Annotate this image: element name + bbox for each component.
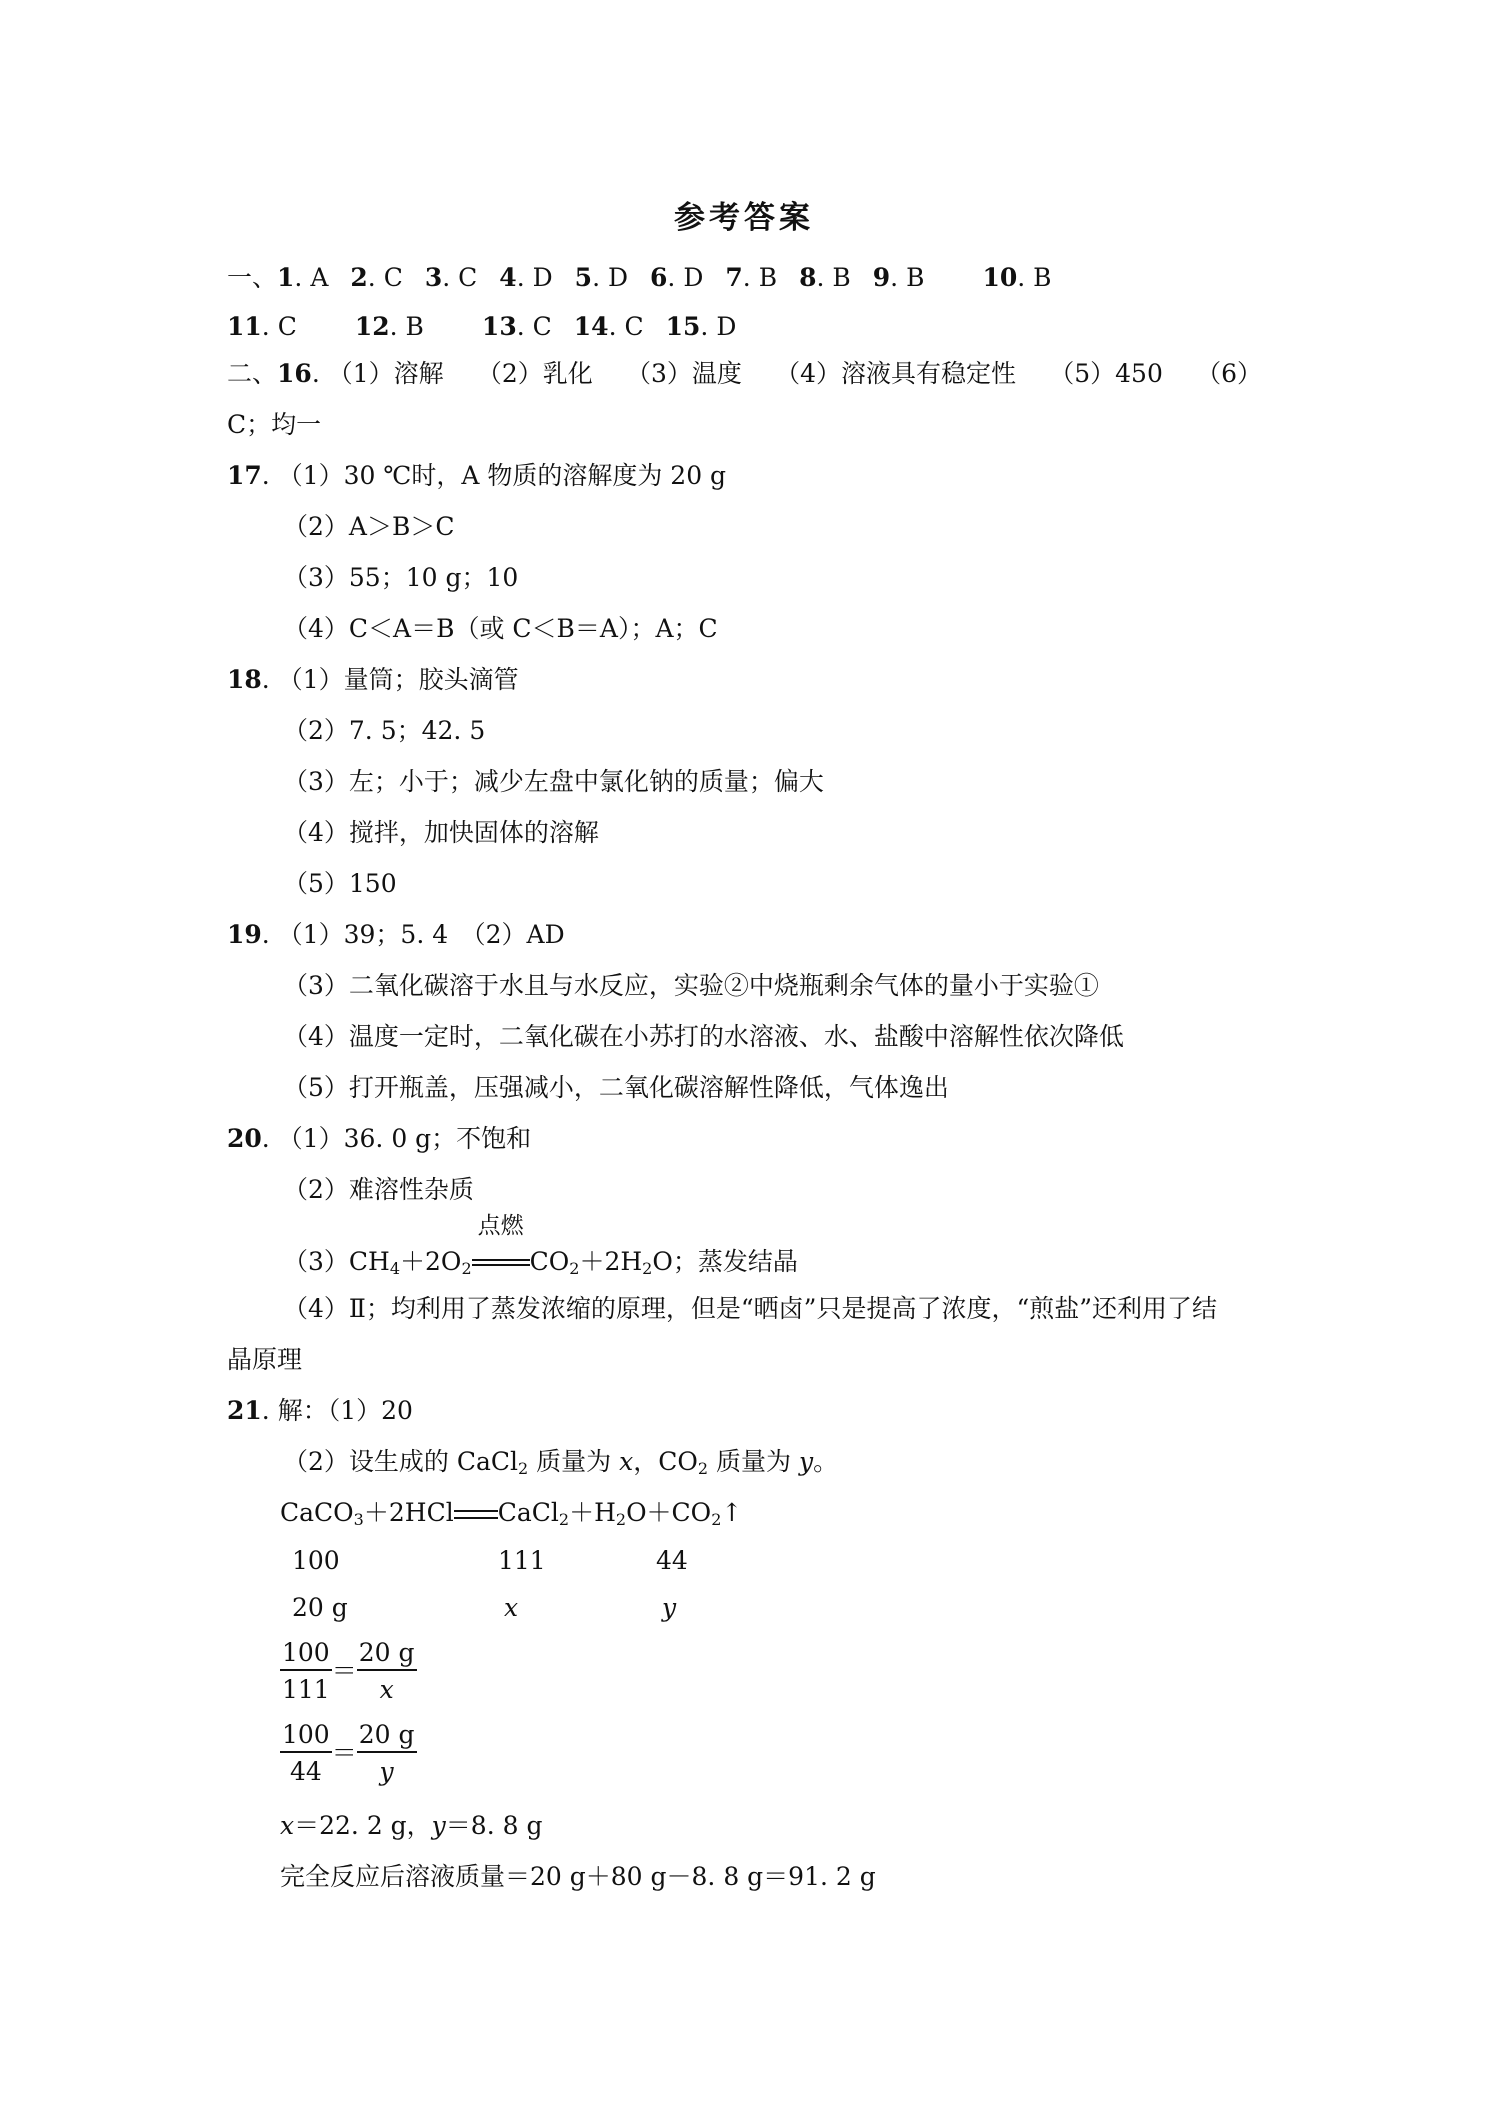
q19-a1: 19. （1）39；5. 4 （2）AD [227,920,565,949]
q21-mass-co2: 44 [656,1546,688,1575]
q20-a1: 20. （1）36. 0 g；不饱和 [227,1124,532,1153]
q21-proportion-2: $\frac{100}{44}$ ＝ $\frac{20 g}{y}$ [282,1720,415,1786]
q19-a3: （3）二氧化碳溶于水且与水反应，实验②中烧瓶剩余气体的量小于实验① [283,971,1099,1000]
q21-var-y: y [662,1593,677,1622]
q20-a4: （4）Ⅱ；均利用了蒸发浓缩的原理，但是“晒卤”只是提高了浓度，“煎盐”还利用了结 [283,1294,1218,1323]
q21-final: 完全反应后溶液质量＝20 g＋80 g－8. 8 g＝91. 2 g [280,1862,876,1891]
q17-a1: 17. （1）30 ℃时，A 物质的溶解度为 20 g [227,461,727,490]
q21-equation: CaCO$_3$＋2HCl $CaCl_2+H_2O+CO_2↑$ [280,1498,743,1529]
q21-mass-cacl2: 111 [498,1546,546,1575]
equals-sign [454,1510,498,1519]
page-title: 参考答案 [674,200,814,236]
q21-setup: （2）设生成的 CaCl$_2$ 质量为 x，$CO_2$ 质量为 y。 [283,1447,839,1478]
q18-a2: （2）7. 5；42. 5 [283,716,486,745]
q18-a4: （4）搅拌，加快固体的溶解 [283,818,599,847]
q21-mass-caco3: 100 [292,1546,340,1575]
q18-a5: （5）150 [283,869,397,898]
section1-line2: 11. C 12. B 13. C 14. C 15. D [227,312,737,341]
q17-a4: （4）C＜A＝B（或 C＜B＝A）；A；C [283,614,718,643]
q19-a5: （5）打开瓶盖，压强减小，二氧化碳溶解性降低，气体逸出 [283,1073,949,1102]
q21-var-x: x [504,1593,519,1622]
section1-line1: 一、1. A 2. C 3. C 4. D 5. D 6. D 7. B 8. B 9. B 10. B [227,263,1052,292]
q20-a3: $(3)CH_4+2O_2$ 点燃 $CO_2+2H_2O$；蒸发结晶 [283,1213,798,1278]
q17-a3: （3）55；10 g；10 [283,563,519,592]
q21-given: 20 g [292,1593,348,1622]
q16-line2: C；均一 [227,410,322,439]
q19-a4: （4）温度一定时，二氧化碳在小苏打的水溶液、水、盐酸中溶解性依次降低 [283,1022,1124,1051]
section1-prefix: 一、 [227,263,278,292]
q21-intro: 21. 解：（1）20 [227,1396,413,1425]
q18-a1: 18. （1）量筒；胶头滴管 [227,665,519,694]
reaction-condition: 点燃 [472,1245,530,1270]
q20-a4-cont: 晶原理 [227,1345,303,1374]
q21-result: x＝22. 2 g，y＝8. 8 g [280,1811,543,1840]
q18-a3: （3）左；小于；减少左盘中氯化钠的质量；偏大 [283,767,824,796]
q21-proportion-1: $\frac{100}{111}$ ＝ $\frac{20 g}{x}$ [282,1638,415,1704]
q16-line1: 二、16. （1）溶解 （2）乳化 （3）温度 （4）溶液具有稳定性 （5）450 （6） [227,359,1262,388]
q20-a2: （2）难溶性杂质 [283,1175,474,1204]
q17-a2: （2）A＞B＞C [283,512,455,541]
